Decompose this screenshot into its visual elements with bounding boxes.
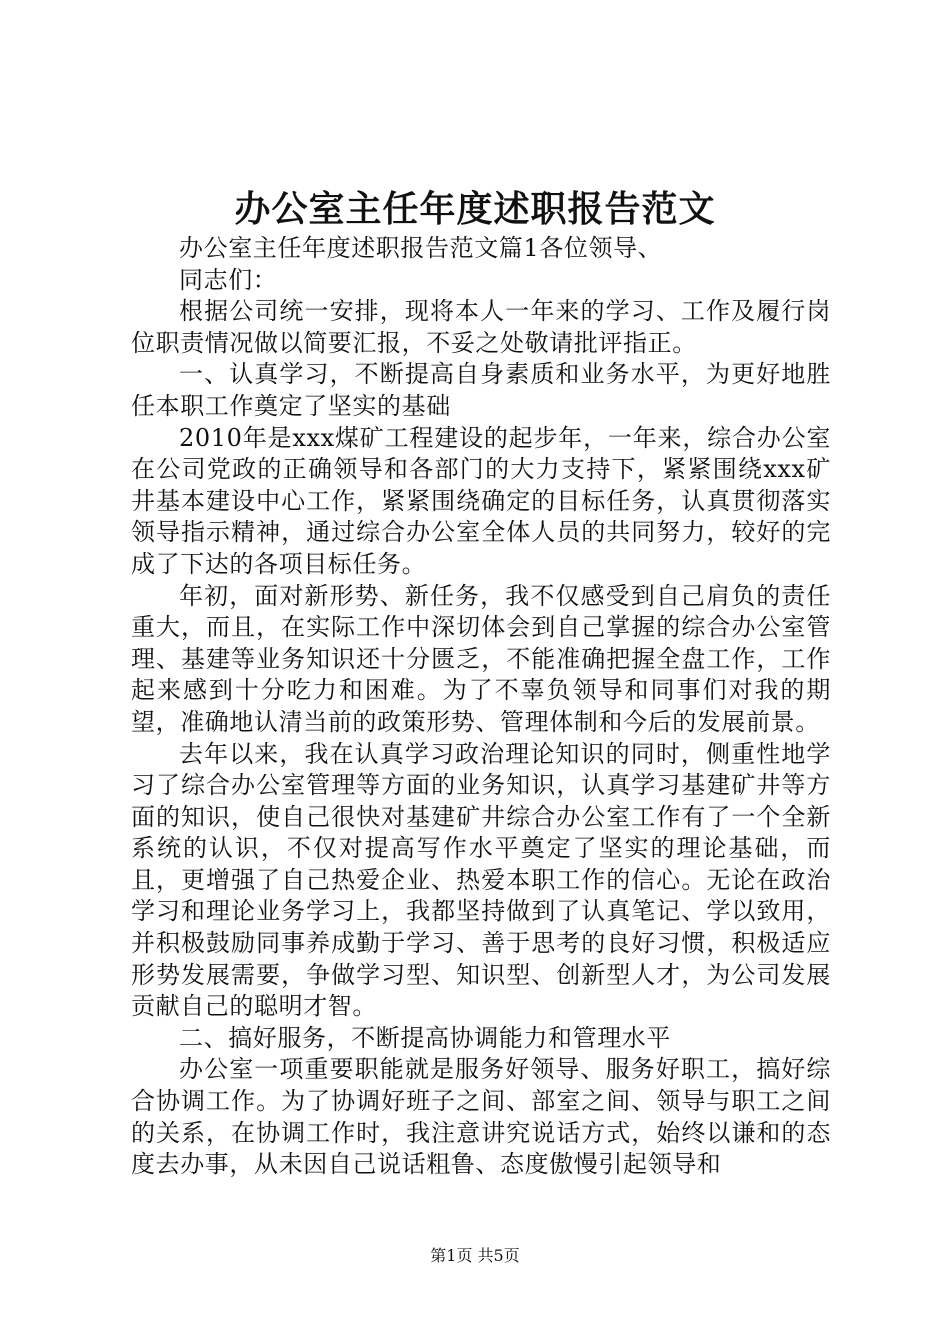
page-number-footer: 第1页 共5页 bbox=[430, 1246, 520, 1265]
paragraph-salutation: 同志们： bbox=[179, 265, 278, 294]
paragraph: 根据公司统一安排，现将本人一年来的学习、工作及履行岗位职责情况做以简要汇报，不妥之处敬请批评指正。 bbox=[131, 297, 831, 357]
paragraph: 年初，面对新形势、新任务，我不仅感受到自己肩负的责任重大，而且，在实际工作中深切体会到自己掌握的综合办公室管理、基建等业务知识还十分匮乏，不能准确把握全盘工作，工作起来感到十分吃力和困难。为了不辜负领导和同事们对我的期望，准确地认清当前的政策形势、管理体制和今后的发展前景。 bbox=[131, 581, 831, 736]
document-title: 办公室主任年度述职报告范文 bbox=[234, 188, 716, 230]
document-body bbox=[131, 233, 831, 1181]
section-heading: 一、认真学习，不断提高自身素质和业务水平，为更好地胜任本职工作奠定了坚实的基础 bbox=[131, 360, 831, 420]
paragraph: 去年以来，我在认真学习政治理论知识的同时，侧重性地学习了综合办公室管理等方面的业务知识，认真学习基建矿井等方面的知识，使自己很快对基建矿井综合办公室工作有了一个全新系统的认识，不仅对提高写作水平奠定了坚实的理论基础，而且，更增强了自己热爱企业、热爱本职工作的信心。无论在政治学习和理论业务学习上，我都坚持做到了认真笔记、学以致用，并积极鼓励同事养成勤于学习、善于思考的良好习惯，积极适应形势发展需要，争做学习型、知识型、创新型人才，为公司发展贡献自己的聪明才智。 bbox=[131, 739, 831, 1021]
section-heading: 二、搞好服务，不断提高协调能力和管理水平 bbox=[179, 1023, 671, 1052]
paragraph-intro: 办公室主任年度述职报告范文篇1各位领导、 bbox=[179, 234, 663, 262]
paragraph: 办公室一项重要职能就是服务好领导、服务好职工，搞好综合协调工作。为了协调好班子之间、部室之间、领导与职工之间的关系，在协调工作时，我注意讲究说话方式，始终以谦和的态度去办事，从未因自己说话粗鲁、态度傲慢引起领导和 bbox=[131, 1055, 831, 1179]
paragraph: 2010年是xxx煤矿工程建设的起步年，一年来，综合办公室在公司党政的正确领导和各部门的大力支持下，紧紧围绕xxx矿井基本建设中心工作，紧紧围绕确定的目标任务，认真贯彻落实领导指示精神，通过综合办公室全体人员的共同努力，较好的完成了下达的各项目标任务。 bbox=[131, 423, 831, 578]
